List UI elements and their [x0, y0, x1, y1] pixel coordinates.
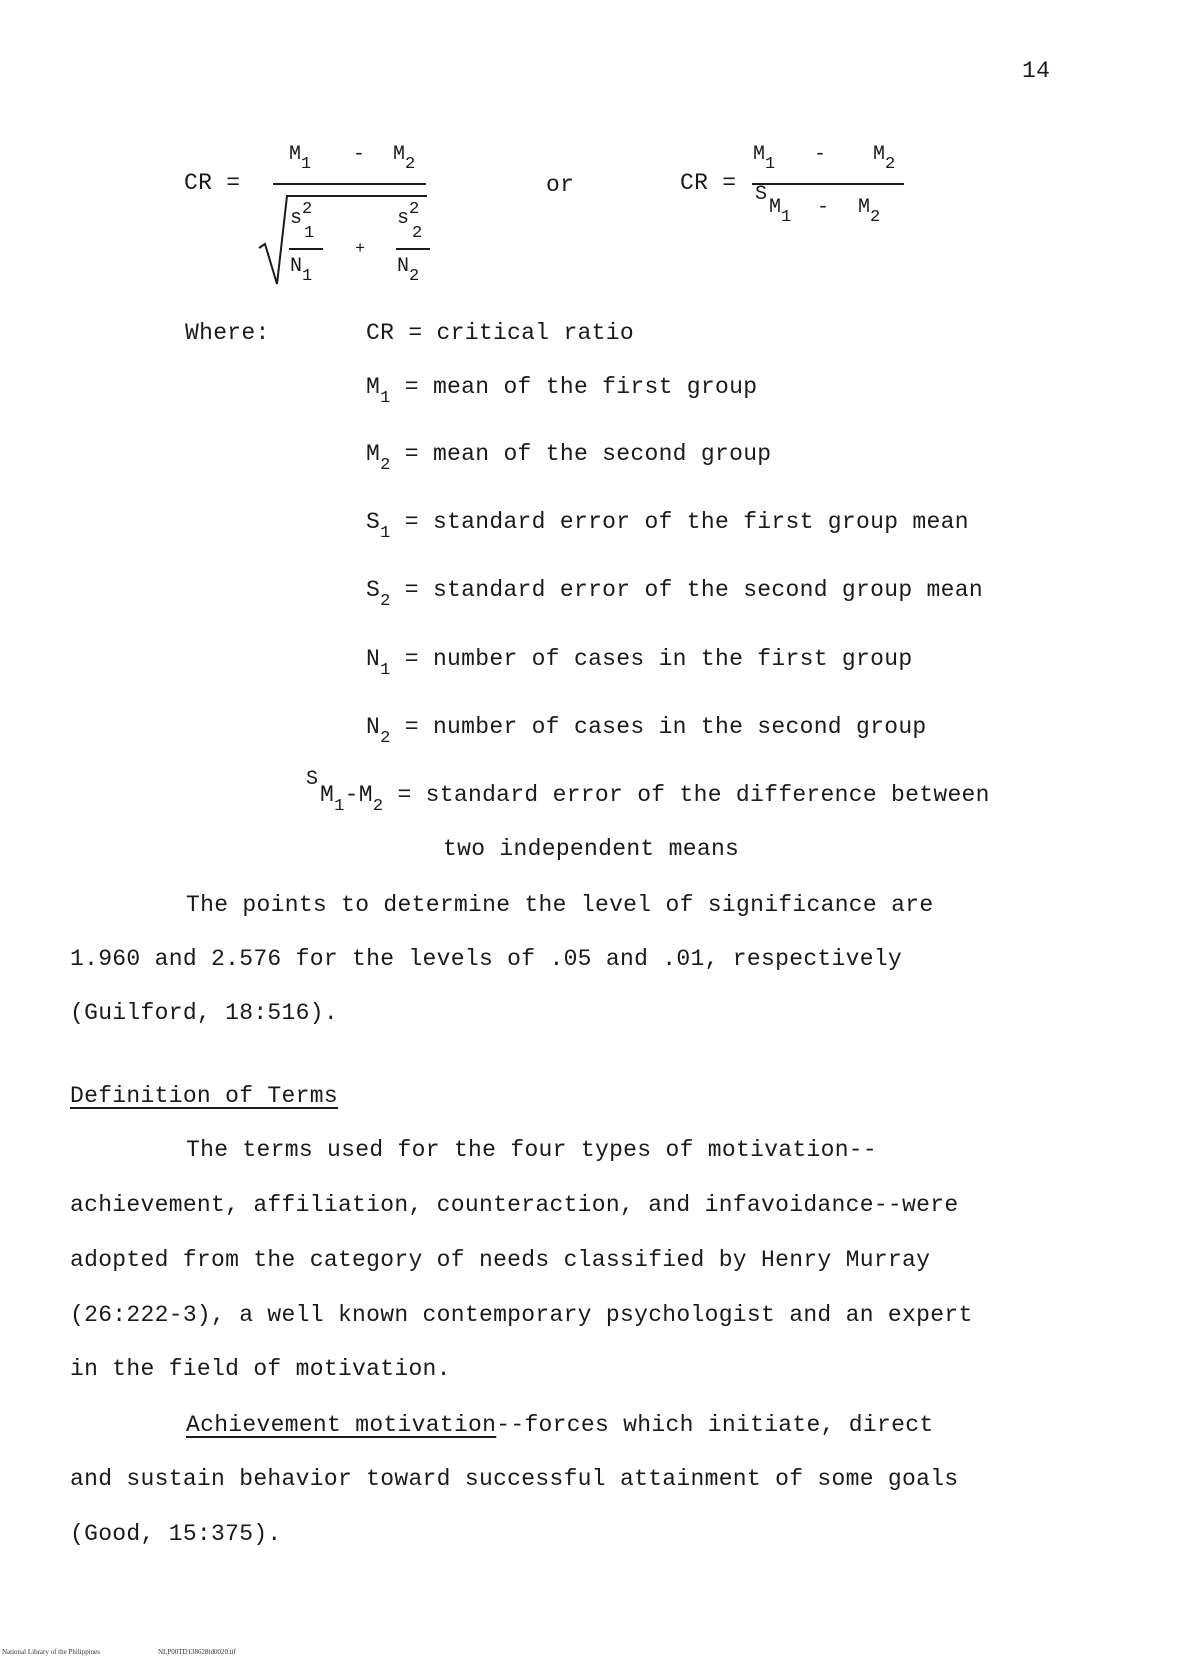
formula-right-num-m1: $M_1$: [753, 143, 776, 174]
page-number: 14: [1022, 58, 1051, 84]
formula-right-lhs: CR =: [680, 170, 737, 196]
paragraph-line: (Guilford, 18:516).: [70, 1000, 338, 1026]
definition-n2: $N_2$ = number of cases in the second group: [366, 714, 927, 748]
formula-left-frac1-bar: [289, 248, 323, 250]
formula-left-num-minus: -: [353, 143, 366, 166]
formula-left-n2: $N_2$: [397, 255, 420, 286]
definition-s2: $S_2$ = standard error of the second group mean: [366, 577, 983, 611]
footer-file: NLP00TD138628td0020.tif: [158, 1648, 236, 1656]
paragraph-line: Achievement motivation--forces which initiate, direct: [186, 1412, 934, 1438]
formula-left-s2: $s^2$: [397, 200, 420, 230]
paragraph-line: in the field of motivation.: [70, 1356, 451, 1382]
paragraph-line: (26:222-3), a well known contemporary psychologist and an expert: [70, 1302, 973, 1328]
formula-right-den-minus: -: [817, 196, 830, 219]
formula-right-den-m2: $M_2$: [858, 196, 881, 227]
formula-left-s1: $s^2$: [290, 200, 313, 230]
or-label: or: [546, 172, 575, 198]
paragraph-line: adopted from the category of needs classified by Henry Murray: [70, 1247, 931, 1273]
formula-left-num-m1: $M_1$: [289, 143, 312, 174]
definition-m2: $M_2$ = mean of the second group: [366, 441, 772, 475]
formula-right-den-m1: $M_1$: [769, 196, 792, 227]
definition-s1: $S_1$ = standard error of the first group mean: [366, 509, 969, 543]
formula-left-plus: +: [355, 240, 366, 259]
definition-m1: $M_1$ = mean of the first group: [366, 374, 758, 408]
formula-left-s2-sub: 2: [412, 224, 423, 243]
paragraph-line: and sustain behavior toward successful attainment of some goals: [70, 1466, 959, 1492]
formula-left-lhs: CR =: [184, 170, 241, 196]
paragraph-line: achievement, affiliation, counteraction, and infavoidance--were: [70, 1192, 959, 1218]
definition-n1: $N_1$ = number of cases in the first group: [366, 646, 913, 680]
paragraph-line: The terms used for the four types of motivation--: [186, 1137, 878, 1163]
formula-right-num-minus: -: [814, 143, 827, 166]
footer-library: National Library of the Philippines: [2, 1648, 100, 1656]
paragraph-line: The points to determine the level of significance are: [186, 892, 934, 918]
term-achievement-motivation: Achievement motivation: [186, 1412, 497, 1438]
paragraph-line: 1.960 and 2.576 for the levels of .05 and .01, respectively: [70, 946, 903, 972]
formula-left-fraction-bar: [273, 183, 426, 185]
formula-right-fraction-bar: [752, 183, 904, 185]
formula-left-frac2-bar: [396, 248, 430, 250]
definition-diff: $M_1-M_2$ = standard error of the difference between: [320, 782, 990, 816]
definition-diff-cont: two independent means: [443, 836, 740, 862]
formula-left-s1-sub: 1: [304, 224, 315, 243]
diff-symbol-s: S: [306, 768, 319, 791]
formula-left-num-m2: $M_2$: [393, 143, 416, 174]
paragraph-line: (Good, 15:375).: [70, 1521, 282, 1547]
formula-left-n1: $N_1$: [290, 255, 313, 286]
section-heading: Definition of Terms: [70, 1083, 338, 1109]
definition-cr: CR = critical ratio: [366, 320, 634, 346]
where-label: Where:: [185, 320, 270, 346]
formula-right-den-s: S: [755, 183, 768, 206]
formula-right-num-m2: $M_2$: [873, 143, 896, 174]
